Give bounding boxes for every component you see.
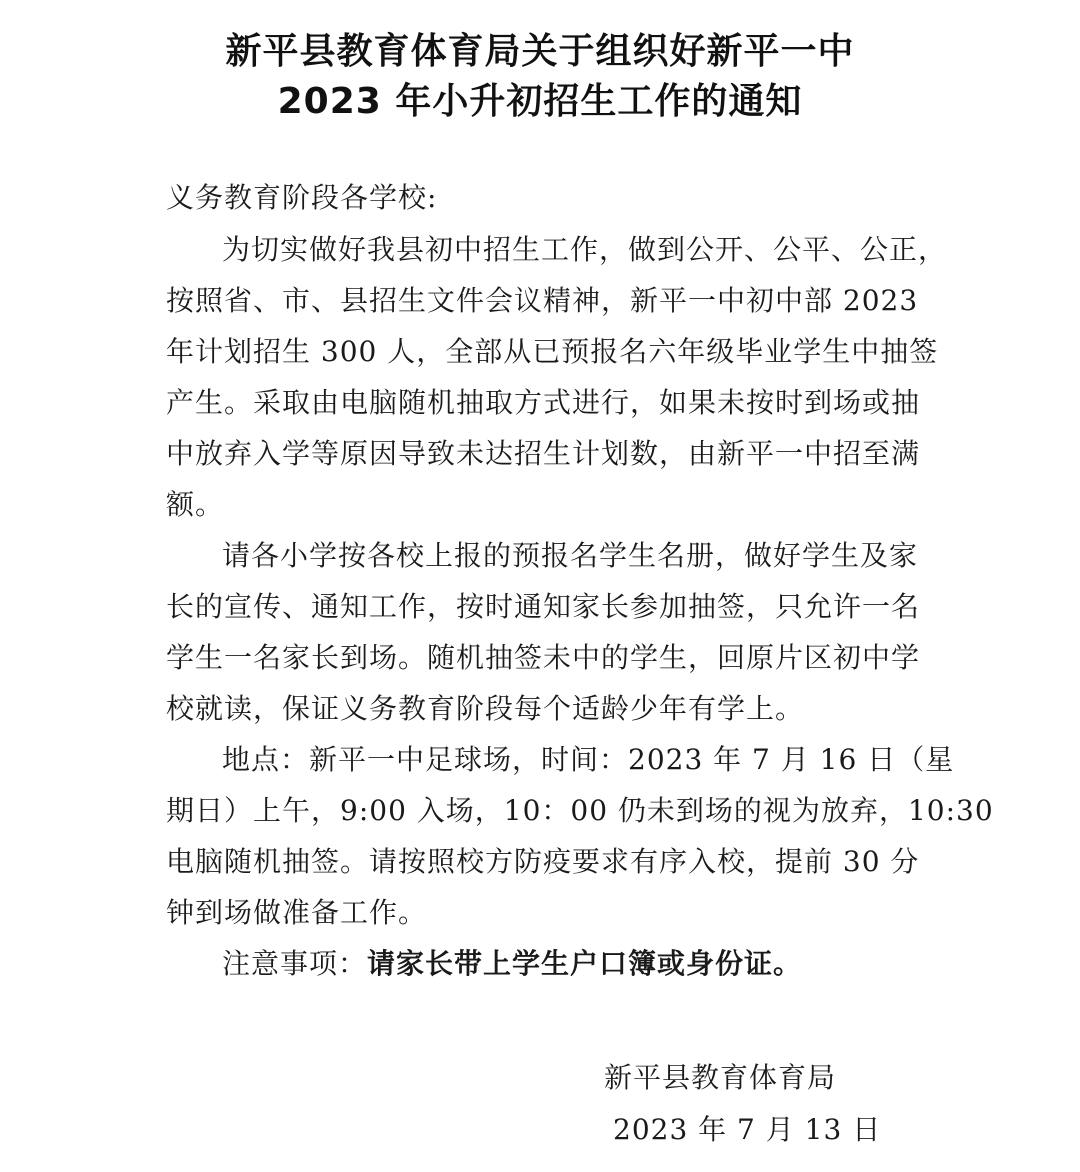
paragraph-3-line-1: 地点：新平一中足球场，时间：2023 年 7 月 16 日（星: [222, 743, 955, 776]
paragraph-1-line-2: 按照省、市、县招生文件会议精神，新平一中初中部 2023: [166, 284, 919, 317]
document-title-line-2: 2023 年小升初招生工作的通知: [277, 81, 803, 122]
paragraph-1-line-6: 额。: [166, 488, 225, 521]
paragraph-2-line-3: 学生一名家长到场。随机抽签未中的学生，回原片区初中学: [166, 641, 921, 674]
paragraph-1-line-5: 中放弃入学等原因导致未达招生计划数，由新平一中招至满: [166, 437, 921, 470]
paragraph-2-line-4: 校就读，保证义务教育阶段每个适龄少年有学上。: [166, 692, 805, 725]
paragraph-3-line-3: 电脑随机抽签。请按照校方防疫要求有序入校，提前 30 分: [166, 845, 920, 878]
paragraph-3-line-2: 期日）上午，9:00 入场，10：00 仍未到场的视为放弃，10:30: [166, 794, 994, 827]
signature-date: 2023 年 7 月 13 日: [613, 1113, 882, 1146]
paragraph-2-line-1: 请各小学按各校上报的预报名学生名册，做好学生及家: [222, 539, 919, 572]
paragraph-3-line-4: 钟到场做准备工作。: [166, 896, 428, 929]
notice-label: 注意事项：: [222, 947, 368, 980]
paragraph-2-line-2: 长的宣传、通知工作，按时通知家长参加抽签，只允许一名: [166, 590, 921, 623]
paragraph-1-line-3: 年计划招生 300 人，全部从已预报名六年级毕业学生中抽签: [166, 335, 939, 368]
paragraph-1-line-1: 为切实做好我县初中招生工作，做到公开、公平、公正，: [222, 233, 948, 266]
notice-line: [222, 944, 916, 984]
paragraph-1-line-4: 产生。采取由电脑随机抽取方式进行，如果未按时到场或抽: [166, 386, 921, 419]
notice-text: 请家长带上学生户口簿或身份证。: [367, 947, 803, 980]
document-title-line-1: 新平县教育体育局关于组织好新平一中: [225, 31, 855, 72]
signature-organization: 新平县教育体育局: [604, 1061, 837, 1094]
salutation: 义务教育阶段各学校:: [166, 181, 438, 214]
